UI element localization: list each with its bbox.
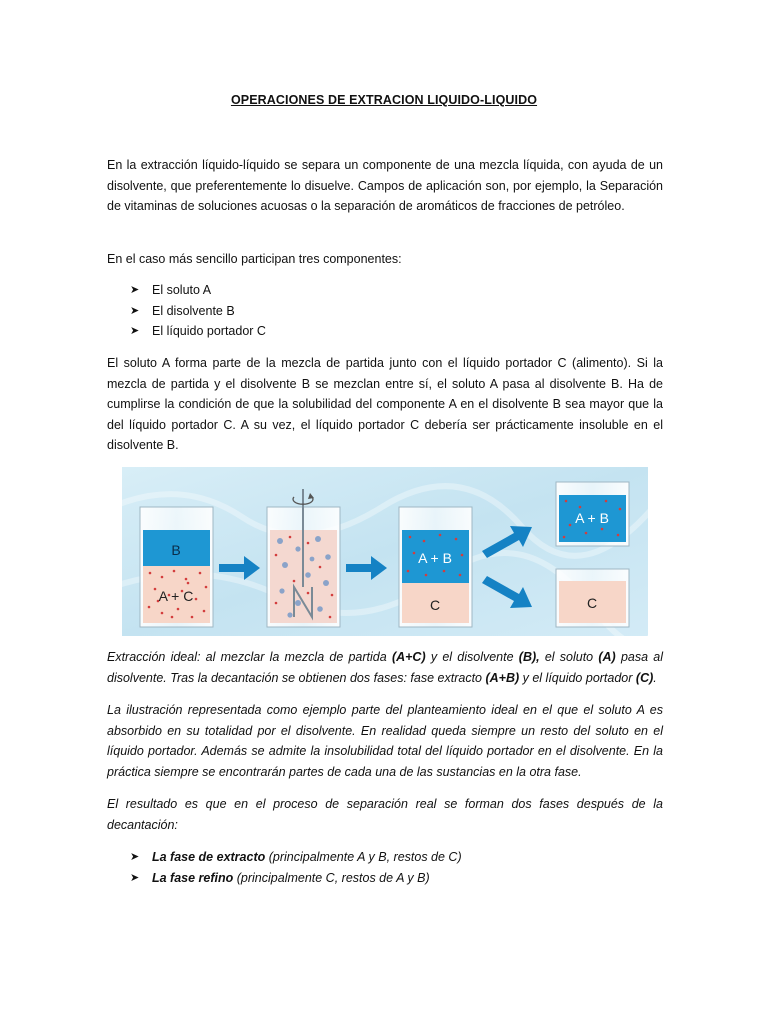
beaker-raffinate xyxy=(556,569,629,627)
components-intro: En el caso más sencillo participan tres componentes: xyxy=(107,252,402,266)
beaker3-bottom-label: C xyxy=(429,597,441,613)
arrow-bullet-icon: ➤ xyxy=(130,871,140,884)
beaker4-label: A + B xyxy=(575,510,609,526)
list-item: ➤ La fase de extracto (principalmente A y B, restos de C) xyxy=(130,847,462,868)
intro-paragraph: En la extracción líquido-líquido se separa un componente de una mezcla líquida, con ayuda de un disolvente, que preferentemente lo disuelve. Campos de aplicación son, por ejemplo, la Separación de vitaminas de soluciones acuosas o la separación de aromáticos de fracciones de petróleo. xyxy=(107,158,663,213)
figure-caption: Extracción ideal: al mezclar la mezcla de partida (A+C) y el disolvente (B), el soluto (A) pasa al disolvente. Tras la decantación se obtienen dos fases: fase extracto (A+B) y el líquido portador (C). xyxy=(107,650,663,685)
phases-list xyxy=(130,847,462,888)
beaker-separated xyxy=(399,507,472,627)
arrow-bullet-icon: ➤ xyxy=(130,304,140,317)
beaker1-top-label: B xyxy=(171,542,181,558)
beaker-initial xyxy=(140,507,213,627)
result-paragraph: El resultado es que en el proceso de separación real se forman dos fases después de la decantación: xyxy=(107,797,663,832)
illustration-paragraph: La ilustración representada como ejemplo parte del planteamiento ideal en el que el soluto A es absorbido en su totalidad por el disolvente. En realidad queda siempre un resto del soluto en el líquido portador. Además se admite la insolubilidad total del líquido portador en el disolvente. En la práctica siempre se encontrarán partes de cada una de las sustancias en la otra fase. xyxy=(107,703,663,779)
list-item: ➤ La fase refino (principalmente C, restos de A y B) xyxy=(130,868,462,889)
beaker1-bottom-label: A + C xyxy=(158,588,194,604)
extraction-illustration xyxy=(122,467,648,636)
beaker-mixing xyxy=(267,489,340,627)
beaker3-top-label: A + B xyxy=(418,550,452,566)
components-list xyxy=(130,280,266,342)
description-paragraph: El soluto A forma parte de la mezcla de partida junto con el líquido portador C (alimento). Si la mezcla de partida y el disolvente B se mezclan entre sí, el soluto A pasa al disolvente B. Ha de cumplirse la condición de que la solubilidad del componente A en el disolvente B sea mayor que la del líquido portador C. A su vez, el líquido portador C debería ser prácticamente insoluble en el disolvente B. xyxy=(107,356,663,452)
list-item: ➤ El líquido portador C xyxy=(130,321,266,342)
list-item: ➤ El soluto A xyxy=(130,280,266,301)
beaker-extract xyxy=(556,482,629,546)
document-title: OPERACIONES DE EXTRACION LIQUIDO-LIQUIDO xyxy=(230,93,538,107)
arrow-bullet-icon: ➤ xyxy=(130,325,140,337)
list-item: ➤ El disolvente B xyxy=(130,301,266,322)
arrow-bullet-icon: ➤ xyxy=(130,851,140,863)
beaker5-label: C xyxy=(586,595,598,611)
arrow-bullet-icon: ➤ xyxy=(130,284,140,296)
